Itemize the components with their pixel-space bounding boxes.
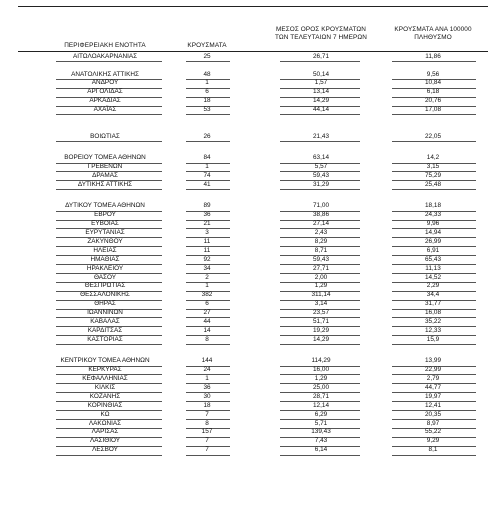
row-cases-per-100000: 9,56 (426, 70, 440, 78)
row-cases: 26 (203, 132, 211, 140)
row-cases: 74 (203, 172, 211, 179)
row-region: ΕΒΡΟΥ (94, 211, 116, 219)
row-cases: 3 (205, 229, 209, 236)
row-cases-per-100000: 11,13 (425, 264, 441, 272)
row-cases: 18 (203, 401, 211, 409)
header-cases-per-100000-line-1: ΚΡΟΥΣΜΑΤΑ ΑΝΑ 100000 (394, 26, 472, 33)
header-seven-day-average-line-1: ΜΕΣΟΣ ΟΡΟΣ ΚΡΟΥΣΜΑΤΩΝ (275, 26, 367, 33)
row-cases: 34 (203, 264, 211, 272)
row-seven-day-average: 6,14 (314, 446, 328, 454)
cell-underline (280, 344, 360, 345)
row-cases-per-100000: 6,91 (426, 246, 440, 254)
row-region: ΚΑΒΑΛΑΣ (90, 318, 120, 325)
row-cases: 21 (203, 220, 211, 228)
row-cases-per-100000: 11,86 (425, 53, 441, 60)
row-seven-day-average: 139,43 (311, 428, 331, 436)
row-cases-per-100000: 22,99 (425, 366, 441, 374)
table-row (0, 202, 490, 211)
row-cases: 89 (203, 202, 211, 210)
row-cases: 8 (205, 419, 209, 427)
row-seven-day-average: 7,43 (314, 437, 328, 445)
table-row (0, 366, 490, 375)
row-cases: 144 (201, 357, 213, 365)
row-seven-day-average: 51,71 (313, 318, 329, 325)
row-seven-day-average: 2,00 (314, 273, 328, 281)
table-row (0, 163, 490, 172)
row-cases: 27 (203, 309, 211, 317)
row-seven-day-average: 27,71 (313, 264, 329, 272)
row-region: ΑΡΓΟΛΙΔΑΣ (87, 88, 123, 96)
row-seven-day-average: 38,86 (313, 211, 329, 219)
row-region: ΑΧΑΪΑΣ (93, 106, 117, 114)
table-row (0, 53, 490, 62)
cell-underline (186, 141, 230, 142)
row-seven-day-average: 63,14 (313, 154, 329, 162)
table-row (0, 291, 490, 300)
table-row (0, 327, 490, 336)
row-region: ΑΡΚΑΔΙΑΣ (89, 97, 121, 105)
table-row (0, 97, 490, 106)
table-row (0, 265, 490, 274)
row-cases-per-100000: 12,41 (425, 401, 441, 409)
cell-underline (392, 189, 476, 190)
cell-underline (280, 61, 360, 62)
row-seven-day-average: 26,71 (313, 53, 329, 60)
table-row (0, 133, 490, 142)
row-cases-per-100000: 24,33 (425, 211, 441, 219)
row-region: ΚΩ (100, 410, 110, 418)
row-seven-day-average: 21,43 (313, 132, 329, 140)
table-row (0, 300, 490, 309)
row-region: ΛΕΣΒΟΥ (92, 446, 118, 454)
row-cases: 7 (205, 446, 209, 454)
row-seven-day-average: 27,14 (313, 220, 329, 228)
header-region: ΠΕΡΙΦΕΡΕΙΑΚΗ ΕΝΟΤΗΤΑ (64, 42, 146, 49)
row-seven-day-average: 114,29 (311, 357, 331, 365)
table-row (0, 211, 490, 220)
row-cases-per-100000: 65,43 (425, 255, 441, 263)
top-rule (18, 6, 488, 7)
row-seven-day-average: 59,43 (313, 255, 329, 263)
row-region: ΚΙΛΚΙΣ (94, 383, 116, 391)
cell-underline (56, 141, 162, 142)
row-seven-day-average: 5,57 (314, 163, 328, 171)
row-cases: 44 (203, 318, 211, 325)
row-seven-day-average: 14,29 (313, 97, 329, 105)
header-rule (18, 51, 488, 52)
row-cases: 11 (203, 237, 211, 245)
row-cases: 36 (203, 383, 211, 391)
row-cases-per-100000: 9,96 (426, 220, 440, 228)
row-seven-day-average: 1,29 (314, 375, 328, 382)
table-row (0, 256, 490, 265)
row-seven-day-average: 2,43 (314, 229, 328, 236)
table-row (0, 437, 490, 446)
row-region: ΗΜΑΘΙΑΣ (90, 255, 120, 263)
header-seven-day-average (260, 26, 382, 42)
cell-underline (392, 344, 476, 345)
row-seven-day-average: 50,14 (313, 70, 329, 78)
row-region: ΔΥΤΙΚΟΥ ΤΟΜΕΑ ΑΘΗΝΩΝ (65, 202, 145, 210)
row-seven-day-average: 12,14 (313, 401, 329, 409)
row-region: ΕΥΡΥΤΑΝΙΑΣ (85, 229, 125, 236)
table-row (0, 274, 490, 283)
row-cases-per-100000: 20,76 (425, 97, 441, 105)
table-row (0, 106, 490, 115)
row-region: ΔΡΑΜΑΣ (92, 172, 118, 179)
row-cases: 7 (205, 437, 209, 445)
table-row (0, 336, 490, 345)
row-cases-per-100000: 15,9 (426, 335, 440, 343)
row-region: ΙΩΑΝΝΙΝΩΝ (87, 309, 123, 317)
table-row (0, 172, 490, 181)
row-cases: 18 (203, 97, 211, 105)
row-cases-per-100000: 3,15 (426, 163, 440, 171)
table-row (0, 79, 490, 88)
cell-underline (56, 344, 162, 345)
row-seven-day-average: 31,29 (313, 180, 329, 188)
row-cases-per-100000: 6,18 (426, 88, 440, 96)
table-row (0, 247, 490, 256)
row-cases: 48 (203, 70, 211, 78)
table-row (0, 375, 490, 384)
row-cases: 25 (203, 53, 211, 60)
row-seven-day-average: 25,00 (313, 383, 329, 391)
cell-underline (56, 189, 162, 190)
row-cases: 382 (201, 291, 213, 299)
row-cases: 1 (205, 163, 209, 171)
row-region: ΒΟΙΩΤΙΑΣ (90, 132, 120, 140)
row-cases-per-100000: 18,18 (425, 202, 441, 210)
table-row (0, 446, 490, 455)
row-cases-per-100000: 2,79 (426, 375, 440, 382)
table-row (0, 420, 490, 429)
row-region: ΛΑΚΩΝΙΑΣ (88, 419, 122, 427)
row-region: ΕΥΒΟΙΑΣ (91, 220, 119, 228)
row-cases-per-100000: 10,84 (425, 79, 441, 87)
header-cases-per-100000-line-2: ΠΛΗΘΥΣΜΟ (414, 34, 452, 41)
row-cases: 36 (203, 211, 211, 219)
table-row (0, 318, 490, 327)
row-cases-per-100000: 17,08 (425, 106, 441, 114)
row-region: ΗΡΑΚΛΕΙΟΥ (86, 264, 124, 272)
cell-underline (186, 114, 230, 115)
row-seven-day-average: 311,14 (311, 291, 331, 299)
row-region: ΒΟΡΕΙΟΥ ΤΟΜΕΑ ΑΘΗΝΩΝ (64, 154, 146, 162)
row-cases-per-100000: 55,22 (425, 428, 441, 436)
row-cases-per-100000: 9,29 (426, 437, 440, 445)
cell-underline (186, 189, 230, 190)
table-row (0, 309, 490, 318)
row-region: ΔΥΤΙΚΗΣ ΑΤΤΙΚΗΣ (77, 180, 133, 188)
row-cases-per-100000: 35,22 (425, 318, 441, 325)
row-seven-day-average: 8,71 (314, 246, 328, 254)
row-seven-day-average: 59,43 (313, 172, 329, 179)
cell-underline (186, 61, 230, 62)
row-seven-day-average: 1,29 (314, 282, 328, 290)
cell-underline (56, 455, 162, 456)
row-cases: 7 (205, 410, 209, 418)
row-region: ΑΙΤΩΛΟΑΚΑΡΝΑΝΙΑΣ (72, 53, 138, 60)
row-region: ΚΕΡΚΥΡΑΣ (88, 366, 122, 374)
row-region: ΗΛΕΙΑΣ (93, 246, 117, 254)
cell-underline (280, 141, 360, 142)
cell-underline (392, 114, 476, 115)
table-row (0, 282, 490, 291)
row-seven-day-average: 71,00 (313, 202, 329, 210)
row-cases: 1 (205, 375, 209, 382)
row-region: ΘΗΡΑΣ (94, 300, 116, 308)
row-cases-per-100000: 25,48 (425, 180, 441, 188)
row-region: ΛΑΣΙΘΙΟΥ (89, 437, 121, 445)
header-seven-day-average-line-2: ΤΩΝ ΤΕΛΕΥΤΑΙΩΝ 7 ΗΜΕΡΩΝ (275, 34, 367, 41)
row-cases: 6 (205, 88, 209, 96)
table-row (0, 402, 490, 411)
row-seven-day-average: 14,29 (313, 335, 329, 343)
row-cases: 1 (205, 282, 209, 290)
row-cases-per-100000: 14,94 (425, 229, 441, 236)
row-cases: 6 (205, 300, 209, 308)
row-seven-day-average: 1,57 (314, 79, 328, 87)
row-cases-per-100000: 13,99 (425, 357, 441, 365)
table-row (0, 88, 490, 97)
cell-underline (392, 141, 476, 142)
row-seven-day-average: 3,14 (314, 300, 328, 308)
row-cases-per-100000: 2,29 (426, 282, 440, 290)
row-cases: 92 (203, 255, 211, 263)
table-row (0, 384, 490, 393)
row-region: ΚΑΣΤΟΡΙΑΣ (87, 335, 123, 343)
row-region: ΑΝΑΤΟΛΙΚΗΣ ΑΤΤΙΚΗΣ (71, 70, 139, 78)
cell-underline (186, 344, 230, 345)
cell-underline (56, 61, 162, 62)
table-row (0, 238, 490, 247)
table-row (0, 357, 490, 366)
row-cases: 53 (203, 106, 211, 114)
row-region: ΘΕΣΠΡΩΤΙΑΣ (84, 282, 126, 290)
row-region: ΚΟΖΑΝΗΣ (89, 392, 121, 400)
cell-underline (186, 455, 230, 456)
row-region: ΘΕΣΣΑΛΟΝΙΚΗΣ (80, 291, 130, 299)
row-seven-day-average: 6,29 (314, 410, 328, 418)
row-region: ΚΟΡΙΝΘΙΑΣ (87, 401, 123, 409)
table-row (0, 393, 490, 402)
cell-underline (280, 189, 360, 190)
cell-underline (280, 455, 360, 456)
cell-underline (392, 61, 476, 62)
table-row (0, 181, 490, 190)
row-cases-per-100000: 16,08 (425, 309, 441, 317)
row-region: ΓΡΕΒΕΝΩΝ (87, 163, 123, 171)
row-region: ΛΑΡΙΣΑΣ (91, 428, 119, 436)
row-seven-day-average: 28,71 (313, 392, 329, 400)
table-row (0, 229, 490, 238)
row-cases-per-100000: 14,52 (425, 273, 441, 281)
row-cases: 41 (203, 180, 211, 188)
row-cases-per-100000: 20,35 (425, 410, 441, 418)
row-cases: 14 (203, 326, 211, 334)
row-cases: 84 (203, 154, 211, 162)
cell-underline (280, 114, 360, 115)
row-seven-day-average: 8,29 (314, 237, 328, 245)
header-cases-per-100000 (378, 26, 488, 42)
row-region: ΖΑΚΥΝΘΟΥ (87, 237, 123, 245)
row-cases-per-100000: 75,29 (425, 172, 441, 179)
row-cases-per-100000: 14,2 (426, 154, 440, 162)
row-cases: 1 (205, 79, 209, 87)
row-seven-day-average: 44,14 (313, 106, 329, 114)
row-cases-per-100000: 34,4 (426, 291, 440, 299)
row-cases-per-100000: 19,97 (425, 392, 441, 400)
table-row (0, 154, 490, 163)
row-cases: 11 (203, 246, 211, 254)
row-seven-day-average: 5,71 (314, 419, 328, 427)
row-cases: 157 (201, 428, 213, 436)
row-cases-per-100000: 31,77 (425, 300, 441, 308)
row-cases-per-100000: 8,1 (428, 446, 438, 454)
row-seven-day-average: 16,00 (313, 366, 329, 374)
table-row (0, 220, 490, 229)
row-seven-day-average: 23,57 (313, 309, 329, 317)
row-cases: 24 (203, 366, 211, 374)
row-seven-day-average: 19,29 (313, 326, 329, 334)
row-cases: 30 (203, 392, 211, 400)
cell-underline (392, 455, 476, 456)
cell-underline (56, 114, 162, 115)
row-cases-per-100000: 22,05 (425, 132, 441, 140)
table-row (0, 411, 490, 420)
row-cases-per-100000: 44,77 (425, 383, 441, 391)
row-seven-day-average: 13,14 (313, 88, 329, 96)
row-cases-per-100000: 26,99 (425, 237, 441, 245)
row-region: ΚΑΡΔΙΤΣΑΣ (87, 326, 123, 334)
row-cases-per-100000: 8,97 (426, 419, 440, 427)
row-region: ΚΕΦΑΛΛΗΝΙΑΣ (82, 375, 128, 382)
row-cases: 8 (205, 335, 209, 343)
row-cases-per-100000: 12,33 (425, 326, 441, 334)
table-row (0, 428, 490, 437)
row-cases: 2 (205, 273, 209, 281)
header-cases: ΚΡΟΥΣΜΑΤΑ (187, 42, 227, 49)
row-region: ΘΑΣΟΥ (93, 273, 117, 281)
table-row (0, 71, 490, 80)
row-region: ΑΝΔΡΟΥ (91, 79, 119, 87)
row-region: ΚΕΝΤΡΙΚΟΥ ΤΟΜΕΑ ΑΘΗΝΩΝ (60, 357, 150, 365)
